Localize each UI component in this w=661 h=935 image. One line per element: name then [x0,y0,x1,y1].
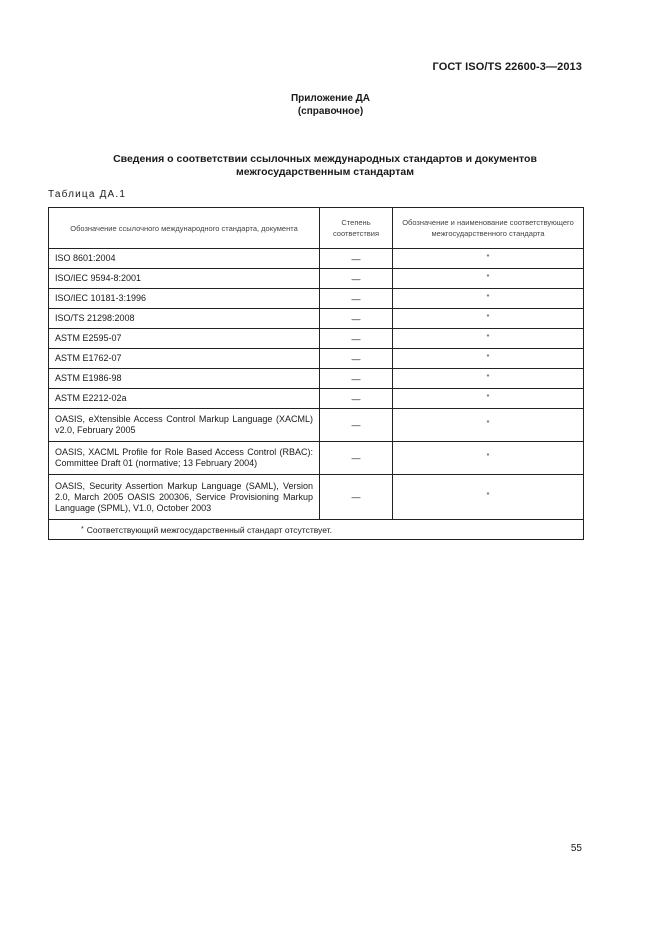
cell-national [393,329,584,349]
cell-standard: ASTM E2212-02a [49,389,320,409]
header-national-standard: Обозначение и наименование соответствующего межгосударственного стандарта [393,208,584,249]
cell-national [393,369,584,389]
correspondence-table [48,207,584,540]
table-row [49,369,584,389]
cell-degree: — [320,249,393,269]
footnote-star: * [486,492,490,499]
cell-standard: OASIS, XACML Profile for Role Based Access Control (RBAC): Committee Draft 01 (normative; 13 February 2004) [49,442,320,475]
appendix-subtitle: (справочное) [297,106,364,117]
footnote-marker: * [81,525,84,533]
cell-national [393,309,584,329]
table-footnote [49,520,584,540]
footnote-text: Соответствующий межгосударственный стандарт отсутствует. [86,524,332,535]
table-row [49,289,584,309]
table-row [49,389,584,409]
header-degree-of-correspondence: Степень соответствия [320,208,393,249]
cell-standard: ISO/IEC 9594-8:2001 [49,269,320,289]
cell-degree: — [320,369,393,389]
cell-standard: ASTM E1762-07 [49,349,320,369]
footnote-star: * [486,373,490,381]
table-caption: Таблица ДА.1 [48,189,127,200]
cell-national [393,409,584,442]
cell-national [393,269,584,289]
footnote-star: * [486,420,490,427]
cell-degree: — [320,289,393,309]
table-footnote-row [49,520,584,540]
footnote-star: * [486,253,490,261]
table-row [49,309,584,329]
cell-national [393,349,584,369]
cell-standard: ISO 8601:2004 [49,249,320,269]
cell-standard: ISO/IEC 10181-3:1996 [49,289,320,309]
cell-standard: ASTM E1986-98 [49,369,320,389]
cell-degree: — [320,409,393,442]
cell-national [393,442,584,475]
section-title-line-1: Сведения о соответствии ссылочных международных стандартов и документов [113,153,537,165]
footnote-star: * [486,293,490,301]
cell-degree: — [320,442,393,475]
cell-degree: — [320,475,393,520]
cell-degree: — [320,269,393,289]
table-row [49,249,584,269]
page-number: 55 [570,843,582,854]
appendix-heading [0,92,661,118]
document-code: ГОСТ ISO/TS 22600-3—2013 [432,61,582,73]
appendix-title: Приложение ДА [290,93,371,104]
footnote-star: * [486,273,490,281]
cell-degree: — [320,309,393,329]
table-row [49,409,584,442]
section-title [60,153,590,179]
cell-standard: OASIS, Security Assertion Markup Language (SAML), Version 2.0, March 2005 OASIS 200306, Service Provisioning Markup Language (SPML), V1.0, October 2003 [49,475,320,520]
table-row [49,269,584,289]
cell-national [393,289,584,309]
cell-national [393,249,584,269]
cell-degree: — [320,329,393,349]
cell-national [393,389,584,409]
footnote-star: * [486,453,490,460]
footnote-star: * [486,333,490,341]
cell-standard: OASIS, eXtensible Access Control Markup Language (XACML) v2.0, February 2005 [49,409,320,442]
table-row [49,442,584,475]
header-international-standard: Обозначение ссылочного международного стандарта, документа [49,208,320,249]
cell-standard: ASTM E2595-07 [49,329,320,349]
table-header-row [49,208,584,249]
cell-degree: — [320,389,393,409]
footnote-star: * [486,393,490,401]
footnote-star: * [486,313,490,321]
table-row [49,475,584,520]
cell-national [393,475,584,520]
footnote-star: * [486,353,490,361]
table-row [49,349,584,369]
section-title-line-2: межгосударственным стандартам [236,166,414,178]
cell-standard: ISO/TS 21298:2008 [49,309,320,329]
table-row [49,329,584,349]
cell-degree: — [320,349,393,369]
